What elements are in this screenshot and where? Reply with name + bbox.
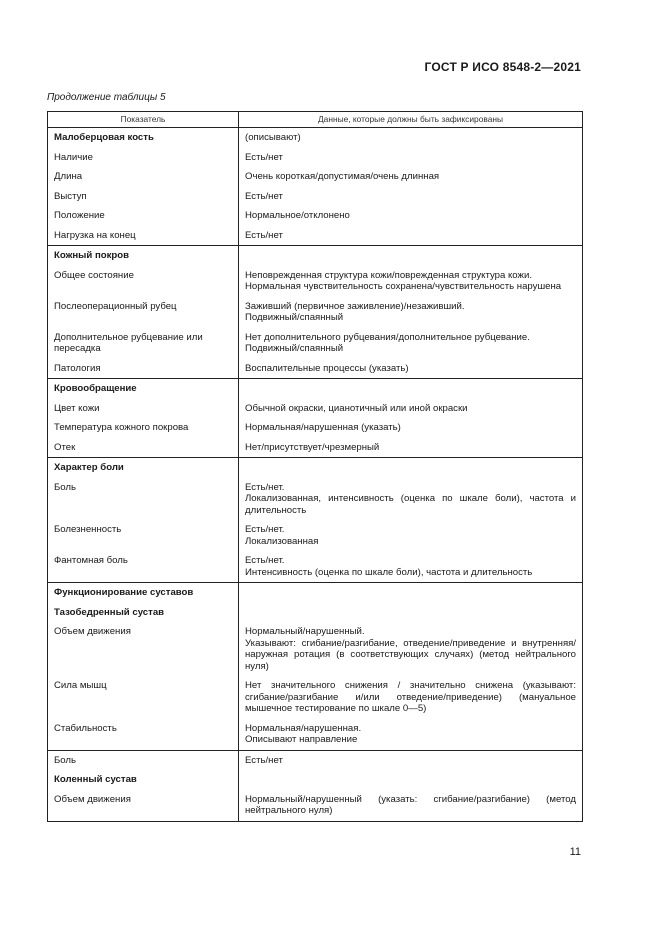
value-cell <box>239 148 583 168</box>
value-line: Есть/нет. <box>245 524 285 535</box>
table-row <box>48 478 583 521</box>
table-row <box>48 206 583 226</box>
value-line: Локализованная <box>245 535 319 547</box>
value-line: Заживший (первичное заживление)/незаживший. <box>245 300 465 312</box>
value-line: Указывают: сгибание/разгибание, отведение/приведение и внутренняя/наружная ротация (в соответствующих случаях) (метод нейтрального нуля) <box>245 637 576 672</box>
value-cell <box>239 226 583 246</box>
value-line: Локализованная, интенсивность (оценка по шкале боли), частота и длительность <box>245 493 576 516</box>
section-heading: Характер боли <box>48 458 239 478</box>
value-cell <box>239 187 583 207</box>
value-line: Нормальная чувствительность сохранена/чувствительность нарушена <box>245 281 562 292</box>
indicator-cell: Боль <box>48 750 239 770</box>
indicator-cell: Отек <box>48 438 239 458</box>
value-line: Есть/нет. <box>245 555 285 566</box>
value-line: Интенсивность (оценка по шкале боли), частота и длительность <box>245 566 533 578</box>
value-line: Нормальный/нарушенный (указать: сгибание/разгибание) (метод нейтрального нуля) <box>245 793 576 816</box>
indicator-cell: Общее состояние <box>48 266 239 297</box>
value-line: Есть/нет <box>245 151 283 163</box>
value-line: Обычной окраски, цианотичный или иной окраски <box>245 402 468 414</box>
value-cell <box>239 622 583 676</box>
indicator-cell: Выступ <box>48 187 239 207</box>
column-header-indicator: Показатель <box>48 112 239 128</box>
value-line: Нормальная/нарушенная (указать) <box>245 422 401 433</box>
table-row <box>48 148 583 168</box>
indicator-cell: Стабильность <box>48 719 239 751</box>
value-cell <box>239 167 583 187</box>
indicator-cell: Нагрузка на конец <box>48 226 239 246</box>
table-row <box>48 750 583 770</box>
indicator-cell: Фантомная боль <box>48 551 239 583</box>
table-row <box>48 167 583 187</box>
value-line: Нормальная/нарушенная. <box>245 722 362 734</box>
value-cell <box>239 328 583 359</box>
table-row <box>48 187 583 207</box>
value-cell <box>239 438 583 458</box>
indicator-cell: Послеоперационный рубец <box>48 297 239 328</box>
section-heading-row <box>48 379 583 399</box>
indicator-cell: Цвет кожи <box>48 399 239 419</box>
section-heading-row <box>48 603 583 623</box>
table-row <box>48 297 583 328</box>
section-heading: Коленный сустав <box>48 770 239 790</box>
section-heading-row <box>48 770 583 790</box>
table-row <box>48 266 583 297</box>
value-cell <box>239 719 583 751</box>
table-row <box>48 622 583 676</box>
value-cell <box>239 790 583 822</box>
table-row <box>48 676 583 719</box>
table-row <box>48 226 583 246</box>
section-heading: Малоберцовая кость <box>48 128 239 148</box>
value-cell <box>239 676 583 719</box>
section-heading-row <box>48 583 583 603</box>
value-line: Нет дополнительного рубцевания/дополнительное рубцевание. <box>245 331 530 343</box>
column-header-data: Данные, которые должны быть зафиксированы <box>239 112 583 128</box>
section-heading: Тазобедренный сустав <box>48 603 239 623</box>
value-line: Неповрежденная структура кожи/поврежденная структура кожи. <box>245 269 532 281</box>
section-heading-row <box>48 458 583 478</box>
value-cell <box>239 583 583 603</box>
table-row <box>48 328 583 359</box>
indicator-cell: Дополнительное рубцевание или пересадка <box>48 328 239 359</box>
value-cell <box>239 478 583 521</box>
table-body <box>48 128 583 822</box>
value-line: Нормальное/отклонено <box>245 210 350 221</box>
table-header-row <box>48 112 583 128</box>
page-number: 11 <box>569 846 581 858</box>
value-cell <box>239 520 583 551</box>
table-row <box>48 399 583 419</box>
indicator-cell: Сила мышц <box>48 676 239 719</box>
table-row <box>48 359 583 379</box>
value-line: Есть/нет <box>245 754 283 766</box>
value-line: (описывают) <box>245 132 301 143</box>
value-line: Очень короткая/допустимая/очень длинная <box>245 171 440 182</box>
value-cell <box>239 551 583 583</box>
value-cell <box>239 603 583 623</box>
indicator-cell: Положение <box>48 206 239 226</box>
table-row <box>48 790 583 822</box>
value-cell <box>239 750 583 770</box>
indicator-cell: Длина <box>48 167 239 187</box>
section-heading: Кожный покров <box>48 246 239 266</box>
table-row <box>48 520 583 551</box>
section-heading: Функционирование суставов <box>48 583 239 603</box>
indicator-cell: Болезненность <box>48 520 239 551</box>
value-line: Есть/нет. <box>245 481 285 493</box>
value-cell <box>239 266 583 297</box>
section-heading-row <box>48 128 583 148</box>
indicator-cell: Объем движения <box>48 622 239 676</box>
table-row <box>48 418 583 438</box>
value-line: Подвижный/спаянный <box>245 343 344 354</box>
value-line: Есть/нет <box>245 229 283 241</box>
indicator-cell: Наличие <box>48 148 239 168</box>
value-cell <box>239 359 583 379</box>
table-row <box>48 719 583 751</box>
value-cell <box>239 206 583 226</box>
indicator-cell: Объем движения <box>48 790 239 822</box>
value-cell <box>239 418 583 438</box>
section-heading: Кровообращение <box>48 379 239 399</box>
value-cell <box>239 399 583 419</box>
value-cell <box>239 458 583 478</box>
table-caption: Продолжение таблицы 5 <box>47 92 166 103</box>
value-line: Подвижный/спаянный <box>245 312 344 323</box>
table-row <box>48 551 583 583</box>
value-line: Воспалительные процессы (указать) <box>245 362 409 374</box>
indicator-cell: Температура кожного покрова <box>48 418 239 438</box>
value-cell <box>239 128 583 148</box>
value-line: Нет значительного снижения / значительно снижена (указывают: сгибание/разгибание и/или отведение/приведение) (мануальное мышечное тестирование по шкале 0—5) <box>245 680 576 714</box>
value-line: Описывают направление <box>245 734 358 745</box>
section-heading-row <box>48 246 583 266</box>
document-code: ГОСТ Р ИСО 8548-2—2021 <box>424 60 581 74</box>
data-table <box>47 111 583 822</box>
value-line: Нормальный/нарушенный. <box>245 626 365 637</box>
value-cell <box>239 379 583 399</box>
value-line: Есть/нет <box>245 190 283 202</box>
indicator-cell: Патология <box>48 359 239 379</box>
indicator-cell: Боль <box>48 478 239 521</box>
value-cell <box>239 246 583 266</box>
value-cell <box>239 770 583 790</box>
table-row <box>48 438 583 458</box>
value-line: Нет/присутствует/чрезмерный <box>245 441 380 453</box>
value-cell <box>239 297 583 328</box>
